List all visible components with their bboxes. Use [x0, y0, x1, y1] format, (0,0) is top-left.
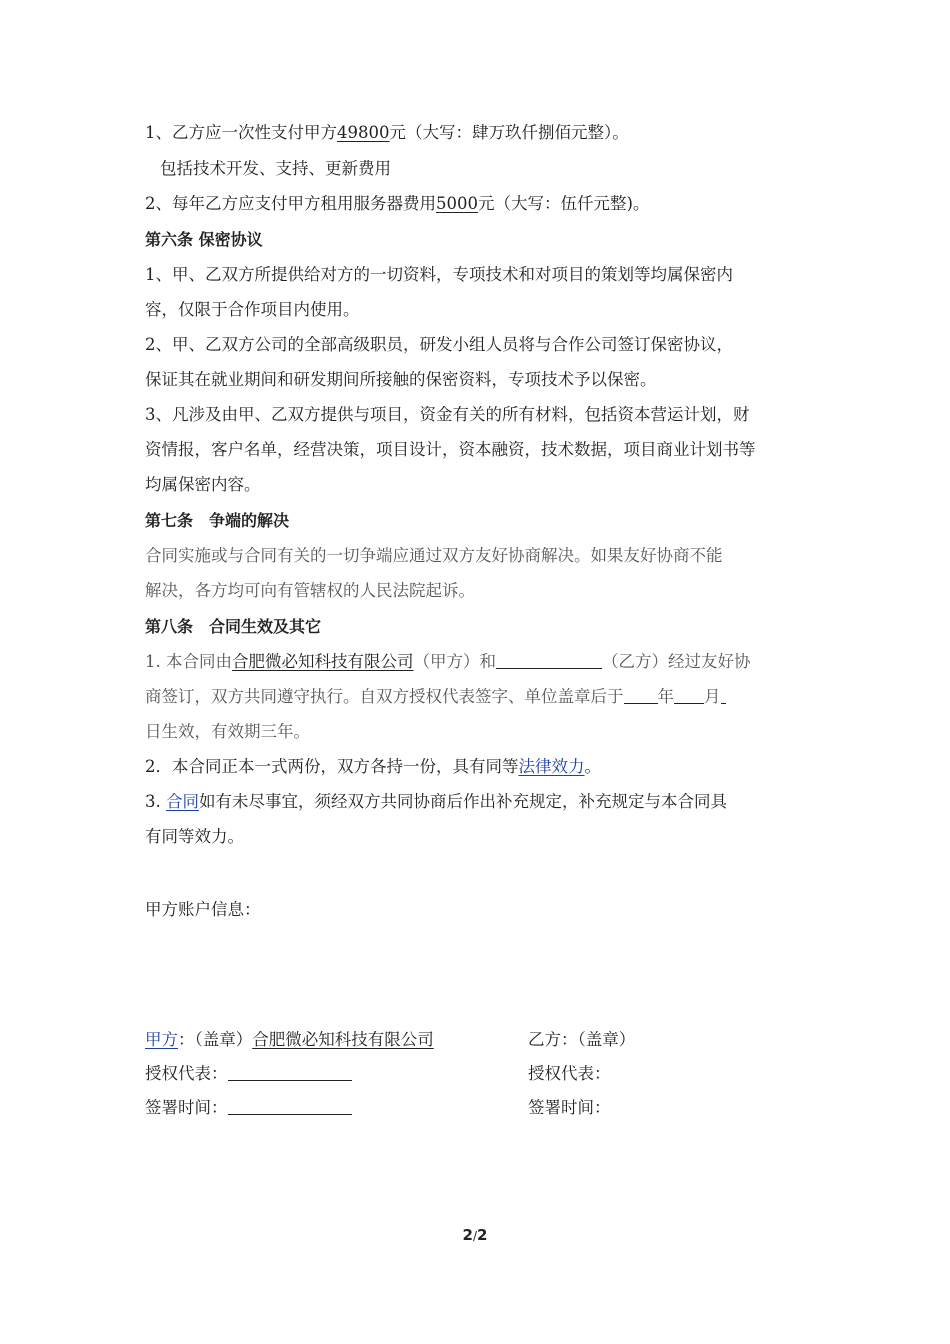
clause-8-item-3-line-2: 有同等效力。 [145, 827, 244, 846]
total-pages: 2 [477, 1226, 488, 1244]
clause-8-item-3-prefix: 3. [145, 792, 166, 811]
party-a-representative-blank [228, 1062, 352, 1081]
party-b-seal-label: 乙方：（盖章） [528, 1030, 636, 1049]
party-a-company-name: 合肥微必知科技有限公司 [232, 652, 414, 671]
clause-8-item-1-line-3: 日生效，有效期三年。 [145, 722, 310, 741]
clause-8-item-2-suffix: 。 [584, 757, 601, 776]
month-label: 月 [704, 687, 721, 706]
clause-8-item-1-mid: （甲方）和 [413, 652, 496, 671]
year-label: 年 [657, 687, 674, 706]
party-b-name-blank [496, 650, 602, 669]
party-b-representative-label: 授权代表： [528, 1064, 611, 1083]
clause-6-item-3-line-2: 资情报，客户名单，经营决策，项目设计，资本融资，技术数据，项目商业计划书等 [145, 440, 756, 459]
payment-amount-2: 5000 [436, 194, 478, 213]
payment-item-2-suffix: 元（大写：伍仟元整)。 [478, 194, 650, 213]
clause-8-item-2-prefix: 2．本合同正本一式两份，双方各持一份，具有同等 [145, 757, 519, 776]
clause-6-title: 第六条 保密协议 [145, 230, 263, 249]
party-b-date-label: 签署时间： [528, 1098, 611, 1117]
party-a-date-line [145, 1096, 352, 1120]
clause-8-item-1-line-1 [145, 650, 810, 674]
party-a-seal-label: ：（盖章） [178, 1030, 253, 1049]
clause-8-item-2 [145, 755, 810, 779]
month-blank [674, 685, 704, 704]
clause-7-line-2: 解决，各方均可向有管辖权的人民法院起诉。 [145, 581, 475, 600]
party-a-link[interactable]: 甲方 [145, 1030, 178, 1049]
party-a-account-info-label: 甲方账户信息： [145, 900, 261, 919]
clause-6-item-2-line-1: 2、甲、乙双方公司的全部高级职员，研发小组人员将与合作公司签订保密协议， [145, 335, 733, 354]
clause-8-item-1-line-2-prefix: 商签订，双方共同遵守执行。自双方授权代表签字、单位盖章后于 [145, 687, 624, 706]
clause-8-title: 第八条 合同生效及其它 [145, 617, 322, 636]
clause-6-item-2-line-2: 保证其在就业期间和研发期间所接触的保密资料，专项技术予以保密。 [145, 370, 657, 389]
clause-6-item-3-line-3: 均属保密内容。 [145, 475, 261, 494]
payment-amount-1: 49800 [337, 123, 390, 142]
clause-7-line-1: 合同实施或与合同有关的一切争端应通过双方友好协商解决。如果友好协商不能 [145, 546, 723, 565]
payment-item-1 [145, 121, 810, 145]
clause-6-item-1-line-2: 容，仅限于合作项目内使用。 [145, 300, 360, 319]
party-a-representative-line [145, 1062, 352, 1086]
clause-6-item-1-line-1: 1、甲、乙双方所提供给对方的一切资料，专项技术和对项目的策划等均属保密内 [145, 265, 733, 284]
current-page: 2 [462, 1226, 473, 1244]
clause-8-item-3-rest: 如有未尽事宜，须经双方共同协商后作出补充规定，补充规定与本合同具 [199, 792, 727, 811]
clause-8-item-3-line-1 [145, 790, 810, 814]
party-a-date-label: 签署时间： [145, 1098, 228, 1117]
party-a-seal-line [145, 1028, 434, 1052]
payment-item-1-prefix: 1、乙方应一次性支付甲方 [145, 123, 337, 142]
year-blank [624, 685, 658, 704]
payment-item-2-prefix: 2、每年乙方应支付甲方租用服务器费用 [145, 194, 436, 213]
page-number [0, 1226, 950, 1244]
payment-item-1-suffix: 元（大写：肆万玖仟捌佰元整）。 [389, 123, 629, 142]
clause-8-item-1-line-2 [145, 685, 810, 709]
party-a-date-blank [228, 1096, 352, 1115]
page-separator: / [472, 1229, 478, 1243]
payment-item-1-note: 包括技术开发、支持、更新费用 [160, 159, 391, 178]
clause-7-title: 第七条 争端的解决 [145, 511, 290, 530]
day-blank [721, 685, 726, 704]
clause-8-item-1-suffix: （乙方）经过友好协 [602, 652, 751, 671]
legal-effect-link[interactable]: 法律效力 [518, 757, 585, 776]
clause-6-item-3-line-1: 3、凡涉及由甲、乙双方提供与项目，资金有关的所有材料，包括资本营运计划，财 [145, 405, 750, 424]
party-a-seal-company: 合肥微必知科技有限公司 [252, 1030, 434, 1049]
party-a-representative-label: 授权代表： [145, 1064, 228, 1083]
payment-item-2 [145, 192, 810, 216]
contract-link[interactable]: 合同 [166, 792, 199, 811]
clause-8-item-1-prefix: 1. 本合同由 [145, 652, 232, 671]
